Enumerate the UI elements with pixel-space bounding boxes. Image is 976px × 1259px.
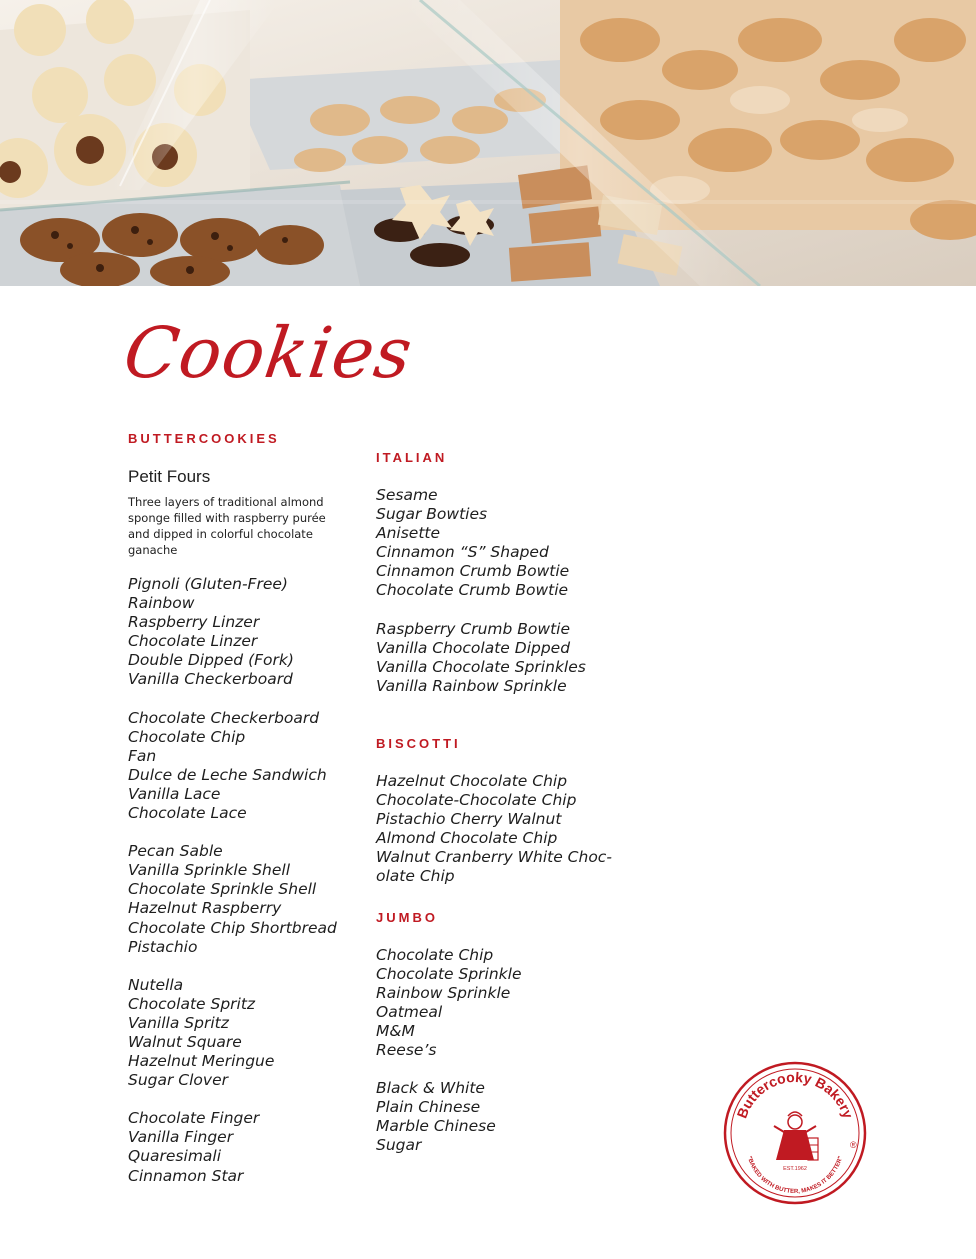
menu-item: Chocolate Checkerboard bbox=[128, 708, 320, 727]
menu-item: Vanilla Chocolate Sprinkles bbox=[376, 657, 586, 676]
menu-item: Chocolate-Chocolate Chip bbox=[376, 791, 577, 810]
menu-item: Chocolate Chip Shortbread bbox=[128, 918, 337, 937]
menu-item: Vanilla Rainbow Sprinkle bbox=[376, 676, 567, 695]
bakery-logo bbox=[722, 1060, 868, 1206]
menu-item: Reese’s bbox=[376, 1040, 437, 1059]
menu-item: Raspberry Linzer bbox=[128, 613, 260, 632]
menu-item: Chocolate Sprinkle bbox=[376, 964, 522, 983]
buttercookies-section bbox=[128, 431, 358, 1205]
menu-item: Hazelnut Meringue bbox=[128, 1052, 275, 1071]
menu-item: Hazelnut Raspberry bbox=[128, 899, 282, 918]
menu-item: Chocolate Crumb Bowtie bbox=[376, 581, 569, 600]
menu-item: Sesame bbox=[376, 486, 438, 504]
menu-item: Chocolate Spritz bbox=[128, 994, 256, 1013]
menu-item: Chocolate Chip bbox=[376, 945, 494, 964]
menu-item: Vanilla Finger bbox=[128, 1128, 234, 1147]
menu-item: Rainbow Sprinkle bbox=[376, 983, 511, 1002]
cookie-group bbox=[128, 1109, 358, 1185]
menu-item: Vanilla Lace bbox=[128, 784, 221, 803]
logo-established: EST.1962 bbox=[783, 1166, 807, 1172]
registered-mark: ® bbox=[850, 1140, 857, 1150]
menu-item: Chocolate Finger bbox=[128, 1109, 260, 1128]
menu-item: Chocolate Chip bbox=[128, 727, 246, 746]
subheading-petit-fours: Petit Fours bbox=[128, 467, 211, 486]
menu-item: Chocolate Linzer bbox=[128, 632, 258, 651]
menu-item: Anisette bbox=[376, 524, 441, 543]
menu-item: Black & White bbox=[376, 1079, 485, 1098]
menu-item: Walnut Square bbox=[128, 1032, 242, 1051]
menu-item: Dulce de Leche Sandwich bbox=[128, 765, 327, 784]
menu-item: Vanilla Spritz bbox=[128, 1013, 229, 1032]
menu-item: Plain Chinese bbox=[376, 1098, 481, 1117]
cookie-group bbox=[376, 772, 621, 887]
cookie-display-illustration bbox=[0, 0, 976, 286]
menu-item: Hazelnut Chocolate Chip bbox=[376, 771, 568, 790]
cookie-group bbox=[376, 486, 621, 601]
menu-item: Walnut Cranberry White Choc-olate Chip bbox=[376, 848, 612, 886]
menu-item: Vanilla Sprinkle Shell bbox=[128, 861, 291, 880]
cookie-group bbox=[376, 946, 621, 1061]
menu-item: Almond Chocolate Chip bbox=[376, 829, 558, 848]
logo-name: Buttercooky Bakery bbox=[733, 1068, 857, 1121]
cookie-group bbox=[376, 620, 621, 696]
menu-item: Pistachio Cherry Walnut bbox=[376, 810, 562, 829]
menu-item: Pignoli (Gluten-Free) bbox=[128, 575, 288, 593]
cookie-group bbox=[128, 709, 358, 824]
menu-item: Oatmeal bbox=[376, 1002, 443, 1021]
menu-item: Quaresimali bbox=[128, 1147, 222, 1166]
section-heading-biscotti: BISCOTTI bbox=[376, 735, 461, 751]
menu-item: Marble Chinese bbox=[376, 1117, 496, 1136]
hero-cookie-photo bbox=[0, 0, 976, 286]
cookie-group bbox=[376, 1079, 621, 1155]
menu-item: Cinnamon Star bbox=[128, 1166, 244, 1185]
menu-item: Nutella bbox=[128, 975, 184, 994]
cookie-group bbox=[128, 575, 358, 690]
section-heading-italian: ITALIAN bbox=[376, 450, 448, 465]
menu-item: Pecan Sable bbox=[128, 842, 223, 861]
menu-item: Sugar bbox=[376, 1136, 422, 1155]
petit-fours-description: Three layers of traditional almond sponge filled with raspberry purée and dipped in colorful chocolate ganache bbox=[128, 495, 326, 557]
middle-column bbox=[376, 450, 621, 1174]
menu-item: Chocolate Lace bbox=[128, 804, 247, 823]
menu-item: M&M bbox=[376, 1021, 415, 1040]
logo-tagline: "BAKED WITH BUTTER, MAKES IT BETTER" bbox=[745, 1155, 845, 1196]
menu-item: Raspberry Crumb Bowtie bbox=[376, 619, 570, 638]
section-heading-buttercookies: BUTTERCOOKIES bbox=[128, 431, 280, 446]
menu-item: Rainbow bbox=[128, 594, 195, 613]
menu-item: Pistachio bbox=[128, 937, 198, 956]
menu-item: Vanilla Chocolate Dipped bbox=[376, 638, 571, 657]
cookie-group bbox=[128, 976, 358, 1091]
menu-item: Vanilla Checkerboard bbox=[128, 670, 293, 689]
menu-item: Sugar Bowties bbox=[376, 505, 488, 524]
page-title: Cookies bbox=[119, 312, 418, 394]
section-heading-jumbo: JUMBO bbox=[376, 909, 438, 925]
menu-item: Sugar Clover bbox=[128, 1071, 228, 1090]
menu-item: Cinnamon Crumb Bowtie bbox=[376, 562, 570, 581]
bakery-seal-icon bbox=[722, 1060, 868, 1206]
menu-item: Chocolate Sprinkle Shell bbox=[128, 880, 317, 899]
cookie-group bbox=[128, 842, 358, 957]
menu-item: Fan bbox=[128, 746, 157, 765]
menu-item: Double Dipped (Fork) bbox=[128, 651, 294, 670]
menu-item: Cinnamon “S” Shaped bbox=[376, 543, 549, 562]
